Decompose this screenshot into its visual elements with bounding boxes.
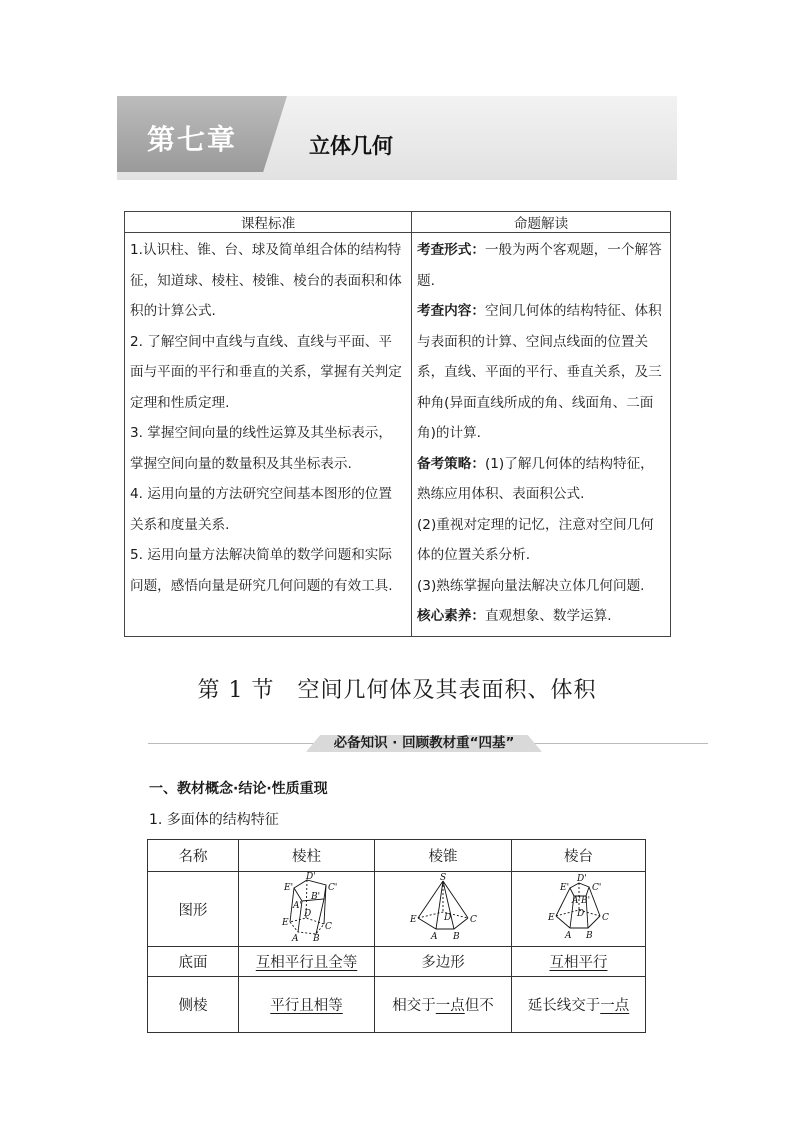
section-title: 第 1 节 空间几何体及其表面积、体积 [197,678,597,703]
interpretation-text: (2)重视对定理的记忆，注意对空间几何体的位置关系分析. [417,516,654,563]
pyramid-figure-cell [375,872,512,947]
standard-item: 1.认识柱、锥、台、球及简单组合体的结构特征，知道球、棱柱、棱锥、棱台的表面积和体积的计算公式. [130,242,402,319]
standards-list [125,233,411,605]
frustum-vertex-label: B' [580,896,590,906]
lateral-frustum-pre: 延长线交于 [527,998,601,1014]
interpretation-text: 直观想象、数学运算. [484,608,612,624]
chapter-number: 第七章 [147,123,238,156]
standards-cell [125,233,412,637]
prism-vertex-label: B' [310,892,320,902]
interpretation-item [417,510,664,571]
interpretation-text: 一般为两个客观题，一个解答题. [417,242,662,289]
figure-row-label: 图形 [148,872,239,947]
pyramid-figure [398,872,488,942]
prism-vertex-label: C [324,922,332,932]
interpretation-text: (1)了解几何体的结构特征，熟练应用体积、表面积公式. [417,455,654,502]
prism-vertex-label: B [312,934,320,942]
figure-row [148,872,646,947]
heading-one: 一、教材概念·结论·性质重现 [149,781,328,797]
standard-item: 2. 了解空间中直线与直线、直线与平面、平面与平面的平行和垂直的关系，掌握有关判定定理和性质定理. [130,333,402,411]
frustum-vertex-label: E' [559,883,569,893]
interpretation-label: 核心素养： [417,608,485,624]
prism-figure-cell [239,872,375,947]
interpretation-item [417,449,664,510]
frustum-vertex-label: B [585,931,593,941]
interpretation-text: 空间几何体的结构特征、体积与表面积的计算、空间点线面的位置关系，直线、平面的平行、垂直关系，及三种角(异面直线所成的角、线面角、二面角)的计算. [417,303,662,441]
lateral-pyramid-pre: 相交于 [392,998,436,1014]
pyramid-vertex-label: E [410,915,417,925]
pyramid-vertex-label: B [453,932,460,942]
frustum-vertex-label: A [564,931,571,941]
lateral-pyramid-post: 但不 [464,998,494,1014]
lateral-prism [239,977,375,1033]
base-prism-text: 互相平行且全等 [255,955,358,971]
frustum-top-face [570,883,589,896]
interpretation-label: 考查形式： [417,242,485,258]
pyramid-base-front [418,918,468,929]
base-frustum [512,947,646,977]
base-frustum-text: 互相平行 [549,955,608,971]
heading-two: 1. 多面体的结构特征 [149,812,279,828]
lateral-prism-text: 平行且相等 [270,998,343,1014]
base-row [148,947,646,977]
chapter-title: 立体几何 [309,133,393,158]
divider-text: 必备知识 · 回顾教材重“四基” [333,735,515,751]
interpretation-cell [412,233,671,637]
prism-top-face [294,880,326,901]
interpretation-item [417,571,664,602]
interpretation-label: 备考策略： [417,455,485,472]
lateral-pyramid [375,977,512,1033]
pyramid-vertex-label: A [431,932,438,942]
curriculum-header-row [125,212,671,233]
pyramid-base-back [418,912,468,918]
knowledge-divider [148,735,708,753]
header-name: 名称 [148,840,239,872]
interpretation-item [417,601,664,632]
lateral-frustum-point: 一点 [600,998,630,1014]
interpretation-list [412,233,670,636]
standard-item: 5. 运用向量方法解决简单的数学问题和实际问题，感悟向量是研究几何问题的有效工具. [130,547,393,594]
base-pyramid: 多边形 [375,947,512,977]
standard-item: 4. 运用向量的方法研究空间基本图形的位置关系和度量关系. [130,486,392,533]
pyramid-edge [436,881,443,929]
pyramid-vertex-label: C [470,915,477,925]
curriculum-body-row [125,233,671,637]
polyhedra-table [147,839,646,1033]
prism-vertex-label: D [303,909,311,919]
header-prism: 棱柱 [239,840,375,872]
prism-vertex-label: A [291,934,298,942]
frustum-vertex-label: A' [571,896,581,906]
lateral-frustum [512,977,646,1033]
prism-vertex-label: A' [292,901,302,911]
interpretation-text: (3)熟练掌握向量法解决立体几何问题. [417,577,645,594]
frustum-figure-cell [512,872,646,947]
pyramid-vertex-label: S [440,873,447,883]
interpretation-item [417,235,664,296]
curriculum-table [124,211,671,637]
frustum-vertex-label: D [576,909,584,919]
prism-vertex-label: D' [305,872,316,882]
standard-item: 3. 掌握空间向量的线性运算及其坐标表示，掌握空间向量的数量积及其坐标表示. [130,425,392,472]
lateral-pyramid-point: 一点 [435,998,465,1014]
polyhedra-header-row [148,840,646,872]
interpretation-label: 考查内容： [417,303,485,319]
frustum-vertex-label: C' [591,883,601,893]
prism-figure [262,872,352,942]
base-row-label: 底面 [148,947,239,977]
curriculum-header-standards: 课程标准 [125,212,412,233]
frustum-vertex-label: E [547,913,555,923]
chapter-banner [117,96,677,180]
prism-vertex-label: C' [327,883,337,893]
lateral-row-label: 侧棱 [148,977,239,1033]
pyramid-vertex-label: D [444,913,452,923]
interpretation-item [417,296,664,449]
header-frustum: 棱台 [512,840,646,872]
header-pyramid: 棱锥 [375,840,512,872]
lateral-row [148,977,646,1033]
prism-vertex-label: E' [283,883,293,893]
curriculum-header-interpretation: 命题解读 [412,212,671,233]
frustum-vertex-label: D' [576,874,587,884]
frustum-vertex-label: C [601,913,609,923]
base-prism [239,947,375,977]
frustum-figure [534,872,624,942]
prism-vertex-label: E [281,918,289,928]
